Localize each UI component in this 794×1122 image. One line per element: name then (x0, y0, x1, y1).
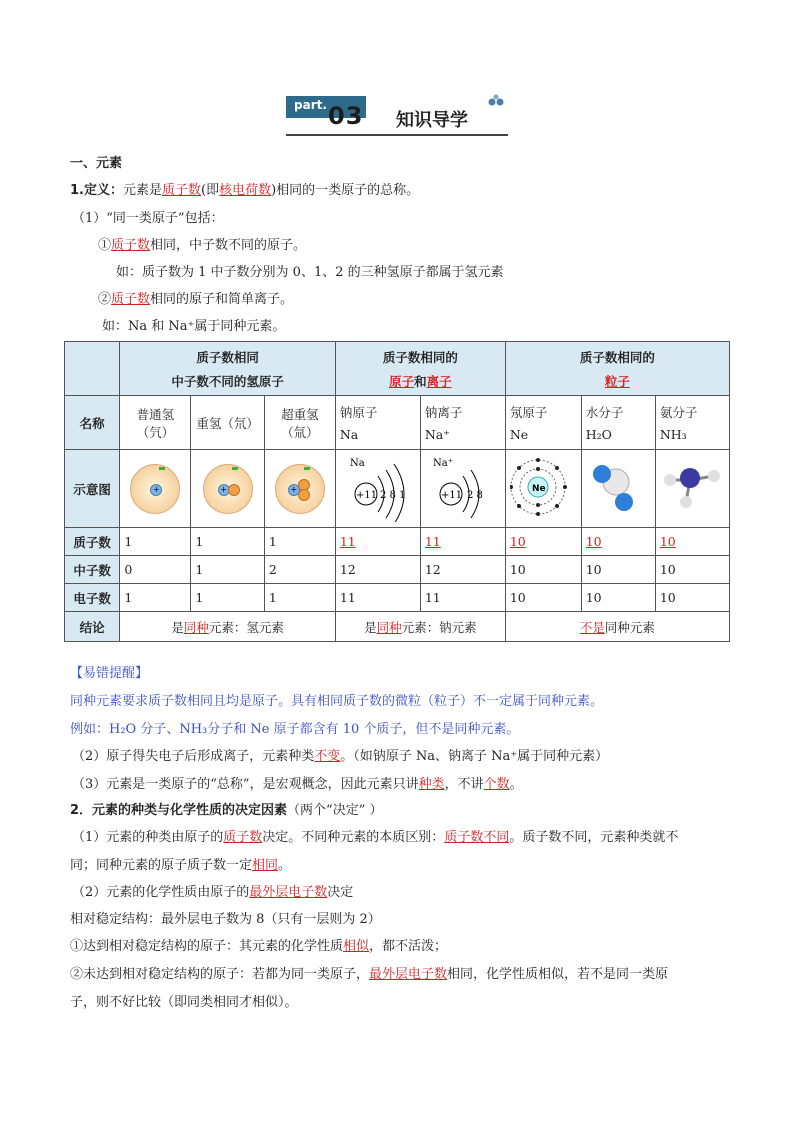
atom-icon: + (130, 464, 180, 514)
name-ammonia: 氨分子 NH₃ (655, 396, 729, 450)
header-underline (286, 134, 508, 136)
neutron-cell: 10 (505, 556, 581, 584)
neutron-cell: 12 (420, 556, 505, 584)
svg-text:Ne: Ne (531, 484, 546, 494)
row-label-name: 名称 (65, 396, 120, 450)
tip-line-1: 同种元素要求质子数相同且均是原子。具有相同质子数的微粒（粒子）不一定属于同种元素。 (70, 694, 604, 709)
q2: （2）元素的化学性质由原子的最外层电子数决定 (72, 885, 354, 900)
diagram-tritium (264, 450, 335, 528)
point-3: （3）元素是一类原子的“总称”，是宏观概念，因此元素只讲种类，不讲个数。 (72, 777, 523, 792)
same-atom-item-2: ②质子数相同的原子和简单离子。 (98, 292, 294, 307)
name-neon-atom: 氖原子 Ne (505, 396, 581, 450)
row-label-neutron: 中子数 (65, 556, 120, 584)
atom-icon: + (275, 464, 325, 514)
proton-cell: 11 (420, 528, 505, 556)
svg-text:Na⁺: Na⁺ (432, 458, 453, 469)
proton-cell: 1 (191, 528, 265, 556)
neutron-cell: 0 (120, 556, 191, 584)
conclusion-hydrogen: 是同种元素：氢元素 (120, 612, 336, 642)
electron-cell: 1 (264, 584, 335, 612)
diagram-protium (120, 450, 191, 528)
tip-title: 【易错提醒】 (70, 666, 149, 681)
name-deuterium: 重氢（氘） (191, 396, 265, 450)
diagram-sodium-atom (335, 450, 420, 528)
electron-cell: 10 (655, 584, 729, 612)
diagram-ammonia (655, 450, 729, 528)
svg-text:2 8: 2 8 (466, 490, 483, 501)
rule-2: ②未达到相对稳定结构的原子：若都为同一类原子，最外层电子数相同，化学性质相似，若不是同一类原 (70, 967, 669, 982)
heading-elements: 一、元素 (70, 156, 123, 171)
proton-cell: 11 (335, 528, 420, 556)
neutron-cell: 10 (655, 556, 729, 584)
definition: 1.定义：元素是质子数(即核电荷数)相同的一类原子的总称。 (70, 183, 420, 198)
atom-icon: + (203, 464, 253, 514)
diagram-water (581, 450, 655, 528)
neutron-cell: 10 (581, 556, 655, 584)
electron-cell: 11 (335, 584, 420, 612)
part-number: 03 (328, 102, 364, 130)
svg-text:Na: Na (349, 458, 365, 469)
section-header (286, 96, 508, 136)
ammonia-molecule-icon (660, 456, 720, 518)
neutron-cell: 2 (264, 556, 335, 584)
stable-structure: 相对稳定结构：最外层电子数为 8（只有一层则为 2） (70, 912, 381, 927)
rule-1: ①达到相对稳定结构的原子：其元素的化学性质相似，都不活泼； (70, 939, 448, 954)
name-sodium-ion: 钠离子 Na⁺ (420, 396, 505, 450)
group-sodium-header: 质子数相同的 原子和离子 (335, 342, 505, 396)
group-hydrogen-header: 质子数相同 中子数不同的氢原子 (120, 342, 336, 396)
conclusion-sodium: 是同种元素：钠元素 (335, 612, 505, 642)
sodium-atom-structure-icon (340, 452, 416, 522)
svg-text:2 8 1: 2 8 1 (379, 490, 406, 501)
element-comparison-table (64, 341, 730, 642)
diagram-neon (505, 450, 581, 528)
answer-blank: 核电荷数 (219, 183, 272, 198)
electron-cell: 10 (581, 584, 655, 612)
tip-line-2: 例如：H₂O 分子、NH₃分子和 Ne 原子都含有 10 个质子，但不是同种元素。 (70, 722, 520, 737)
row-label-electron: 电子数 (65, 584, 120, 612)
diagram-deuterium (191, 450, 265, 528)
neutron-cell: 12 (335, 556, 420, 584)
decoration-dots-icon (488, 94, 506, 108)
proton-cell: 10 (655, 528, 729, 556)
q1-line-2: 同；同种元素的原子质子数一定相同。 (70, 858, 292, 873)
svg-text:+11: +11 (355, 490, 377, 501)
row-label-proton: 质子数 (65, 528, 120, 556)
point-2: （2）原子得失电子后形成离子，元素种类不变。（如钠原子 Na、钠离子 Na⁺属于同种元素） (72, 749, 609, 764)
neutron-cell: 1 (191, 556, 265, 584)
group-particle-header: 质子数相同的 粒子 (505, 342, 729, 396)
electron-cell: 1 (191, 584, 265, 612)
rule-2-cont: 子，则不好比较（即同类相同才相似）。 (70, 995, 298, 1010)
name-water: 水分子 H₂O (581, 396, 655, 450)
name-protium: 普通氢 （氕） (120, 396, 191, 450)
neon-atom-icon (510, 456, 570, 518)
electron-cell: 1 (120, 584, 191, 612)
part-label: part. (286, 96, 366, 118)
electron-cell: 11 (420, 584, 505, 612)
water-molecule-icon (586, 456, 646, 518)
section-title: 知识导学 (396, 110, 468, 131)
example-2: 如：Na 和 Na⁺属于同种元素。 (102, 319, 286, 334)
same-atom-item-1: ①质子数相同，中子数不同的原子。 (98, 238, 307, 253)
sodium-ion-structure-icon (425, 452, 501, 522)
name-tritium: 超重氢 （氚） (264, 396, 335, 450)
row-label-conclusion: 结论 (65, 612, 120, 642)
example-1: 如：质子数为 1 中子数分别为 0、1、2 的三种氢原子都属于氢元素 (116, 265, 504, 280)
electron-cell: 10 (505, 584, 581, 612)
proton-cell: 10 (581, 528, 655, 556)
diagram-sodium-ion (420, 450, 505, 528)
svg-text:+11: +11 (440, 490, 462, 501)
answer-blank: 质子数 (162, 183, 202, 198)
proton-cell: 1 (120, 528, 191, 556)
q1-line-1: （1）元素的种类由原子的质子数决定。不同种元素的本质区别：质子数不同。质子数不同，元素种类就不 (72, 830, 679, 845)
conclusion-particles: 不是同种元素 (505, 612, 729, 642)
proton-cell: 1 (264, 528, 335, 556)
proton-cell: 10 (505, 528, 581, 556)
same-atom-intro: （1）“同一类原子”包括： (72, 211, 224, 226)
row-label-diagram: 示意图 (65, 450, 120, 528)
name-sodium-atom: 钠原子 Na (335, 396, 420, 450)
heading-deciding-factors: 2．元素的种类与化学性质的决定因素（两个“决定” ） (70, 803, 383, 818)
